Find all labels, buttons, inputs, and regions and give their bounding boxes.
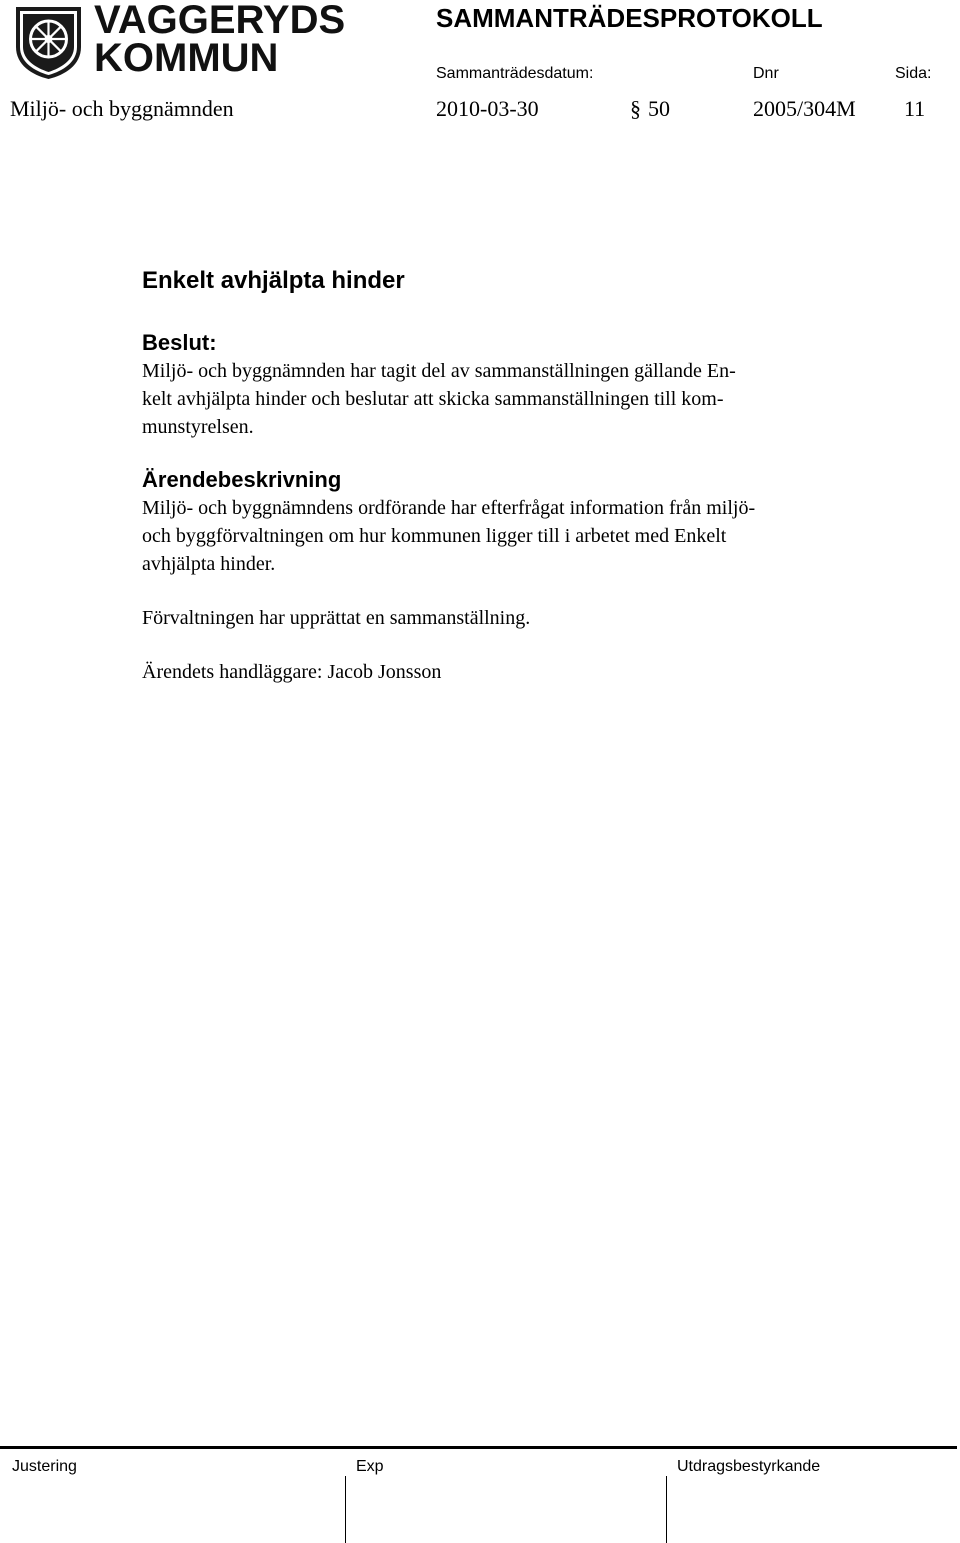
dnr-label: Dnr xyxy=(753,65,779,82)
footer-exp-label: Exp xyxy=(356,1458,384,1475)
page-number: 11 xyxy=(904,96,926,121)
page-label: Sida: xyxy=(895,65,932,82)
description-line: Miljö- och byggnämndens ordförande har efterfrågat information från miljö- xyxy=(142,497,756,519)
section-symbol: § xyxy=(630,96,641,121)
document-type: SAMMANTRÄDESPROTOKOLL xyxy=(436,3,823,33)
org-name-line1: VAGGERYDS xyxy=(94,0,346,42)
org-name-line2: KOMMUN xyxy=(94,36,279,80)
footer-divider xyxy=(0,1446,957,1449)
footer-signature-divider xyxy=(666,1476,667,1543)
description-heading: Ärendebeskrivning xyxy=(142,467,342,492)
statement-paragraph: Förvaltningen har upprättat en sammanställning. xyxy=(142,607,531,629)
meeting-date: 2010-03-30 xyxy=(436,96,539,121)
case-handler: Ärendets handläggare: Jacob Jonsson xyxy=(142,661,442,683)
municipal-coat-of-arms-logo xyxy=(10,3,87,80)
item-title: Enkelt avhjälpta hinder xyxy=(142,267,405,294)
committee-name: Miljö- och byggnämnden xyxy=(10,96,234,121)
decision-line: munstyrelsen. xyxy=(142,416,254,438)
section-number: 50 xyxy=(648,96,670,121)
date-label: Sammanträdesdatum: xyxy=(436,65,594,82)
description-line: avhjälpta hinder. xyxy=(142,553,276,575)
footer-signature-divider xyxy=(345,1476,346,1543)
footer-utdrag-label: Utdragsbestyrkande xyxy=(677,1458,821,1475)
decision-heading: Beslut: xyxy=(142,330,217,355)
decision-line: kelt avhjälpta hinder och beslutar att skicka sammanställningen till kom- xyxy=(142,388,724,410)
dnr-value: 2005/304M xyxy=(753,96,856,121)
footer-justering-label: Justering xyxy=(12,1458,77,1475)
description-line: och byggförvaltningen om hur kommunen ligger till i arbetet med Enkelt xyxy=(142,525,727,547)
decision-line: Miljö- och byggnämnden har tagit del av sammanställningen gällande En- xyxy=(142,360,736,382)
